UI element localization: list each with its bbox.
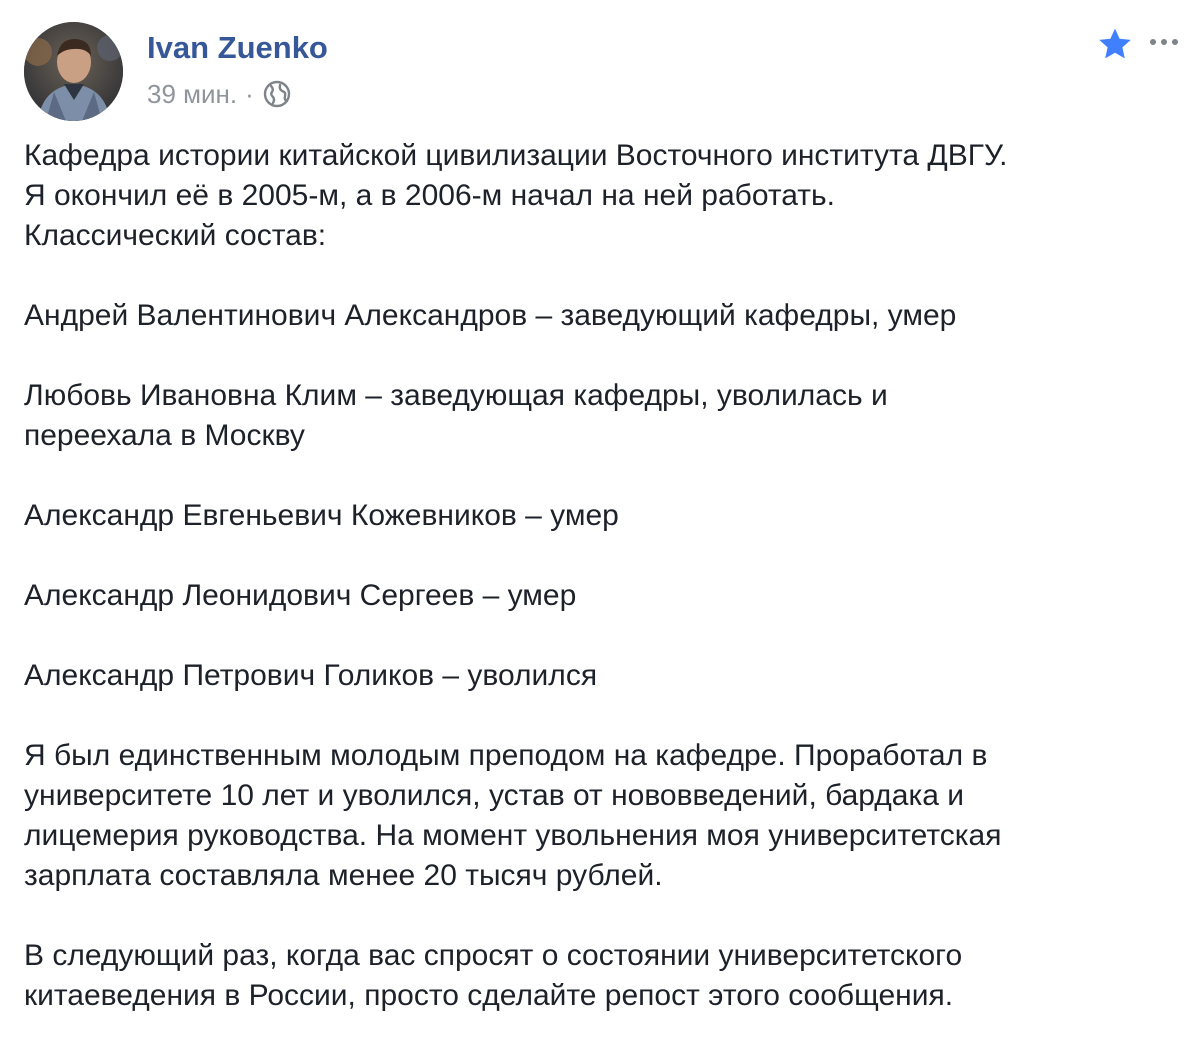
text-line: Я был единственным молодым преподом на кафедре. Проработал в <box>24 739 988 772</box>
text-line: Любовь Ивановна Клим – заведующая кафедры, уволилась и <box>24 379 888 412</box>
paragraph-intro <box>24 136 1174 256</box>
paragraph-staff-3 <box>24 496 1174 536</box>
post-header <box>24 22 1174 122</box>
text-line: Кафедра истории китайской цивилизации Восточного института ДВГУ. <box>24 139 1008 172</box>
text-line: В следующий раз, когда вас спросят о состоянии университетского <box>24 939 963 972</box>
text-line: Андрей Валентинович Александров – заведующий кафедры, умер <box>24 299 957 332</box>
text-line: Александр Леонидович Сергеев – умер <box>24 579 577 612</box>
paragraph-staff-4 <box>24 576 1174 616</box>
paragraph-staff-1 <box>24 296 1174 336</box>
paragraph-staff-5 <box>24 656 1174 696</box>
author-avatar[interactable] <box>24 22 123 121</box>
author-name-link[interactable]: Ivan Zuenko <box>147 30 328 65</box>
post-body <box>24 136 1174 1056</box>
post-meta <box>147 74 292 114</box>
text-line: Я окончил её в 2005-м, а в 2006-м начал на ней работать. <box>24 179 835 212</box>
text-line: Александр Петрович Голиков – уволился <box>24 659 598 692</box>
globe-icon[interactable] <box>262 79 292 109</box>
text-line: Александр Евгеньевич Кожевников – умер <box>24 499 619 532</box>
text-line: университете 10 лет и уволился, устав от нововведений, бардака и <box>24 779 965 812</box>
paragraph-personal <box>24 736 1174 896</box>
meta-separator: · <box>245 78 254 109</box>
more-dots-icon[interactable] <box>1148 32 1180 52</box>
paragraph-closing <box>24 936 1174 1016</box>
text-line: китаеведения в России, просто сделайте репост этого сообщения. <box>24 979 954 1012</box>
paragraph-staff-2 <box>24 376 1174 456</box>
text-line: лицемерия руководства. На момент увольнения моя университетская <box>24 819 1002 852</box>
text-line: переехала в Москву <box>24 419 305 452</box>
text-line: Классический состав: <box>24 219 327 252</box>
post-timestamp[interactable]: 39 мин. <box>147 78 238 109</box>
avatar-photo-icon <box>24 22 123 121</box>
text-line: зарплата составляла менее 20 тысяч рублей. <box>24 859 663 892</box>
star-icon[interactable] <box>1097 26 1133 62</box>
